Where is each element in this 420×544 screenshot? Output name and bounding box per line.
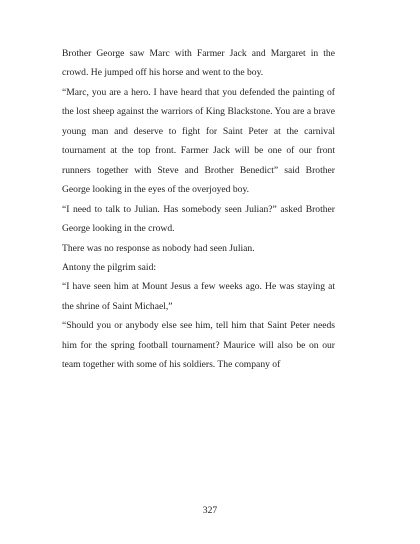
paragraph: Antony the pilgrim said: bbox=[62, 261, 157, 273]
paragraph: There was no response as nobody had seen Julian. bbox=[62, 242, 255, 254]
paragraph: Brother George saw Marc with Farmer Jack and Margaret in the crowd. He jumped off his horse and went to the boy. bbox=[62, 48, 335, 79]
body-text bbox=[62, 44, 335, 375]
paragraph: “Marc, you are a hero. I have heard that you defended the painting of the lost sheep against the warriors of King Blackstone. You are a brave young man and deserve to fight for Saint Peter at the carnival tournament at the top front. Farmer Jack will be one of our front runners together with Steve and Brother Benedict” said Brother George looking in the eyes of the overjoyed boy. bbox=[62, 86, 335, 196]
paragraph: “Should you or anybody else see him, tell him that Saint Peter needs him for the spring football tournament? Maurice will also be on our team together with some of his soldiers. The company of bbox=[62, 320, 335, 371]
page-number: 327 bbox=[202, 505, 218, 516]
paragraph: “I have seen him at Mount Jesus a few weeks ago. He was staying at the shrine of Saint Michael,” bbox=[62, 281, 335, 312]
paragraph: “I need to talk to Julian. Has somebody seen Julian?” asked Brother George looking in the crowd. bbox=[62, 203, 335, 235]
